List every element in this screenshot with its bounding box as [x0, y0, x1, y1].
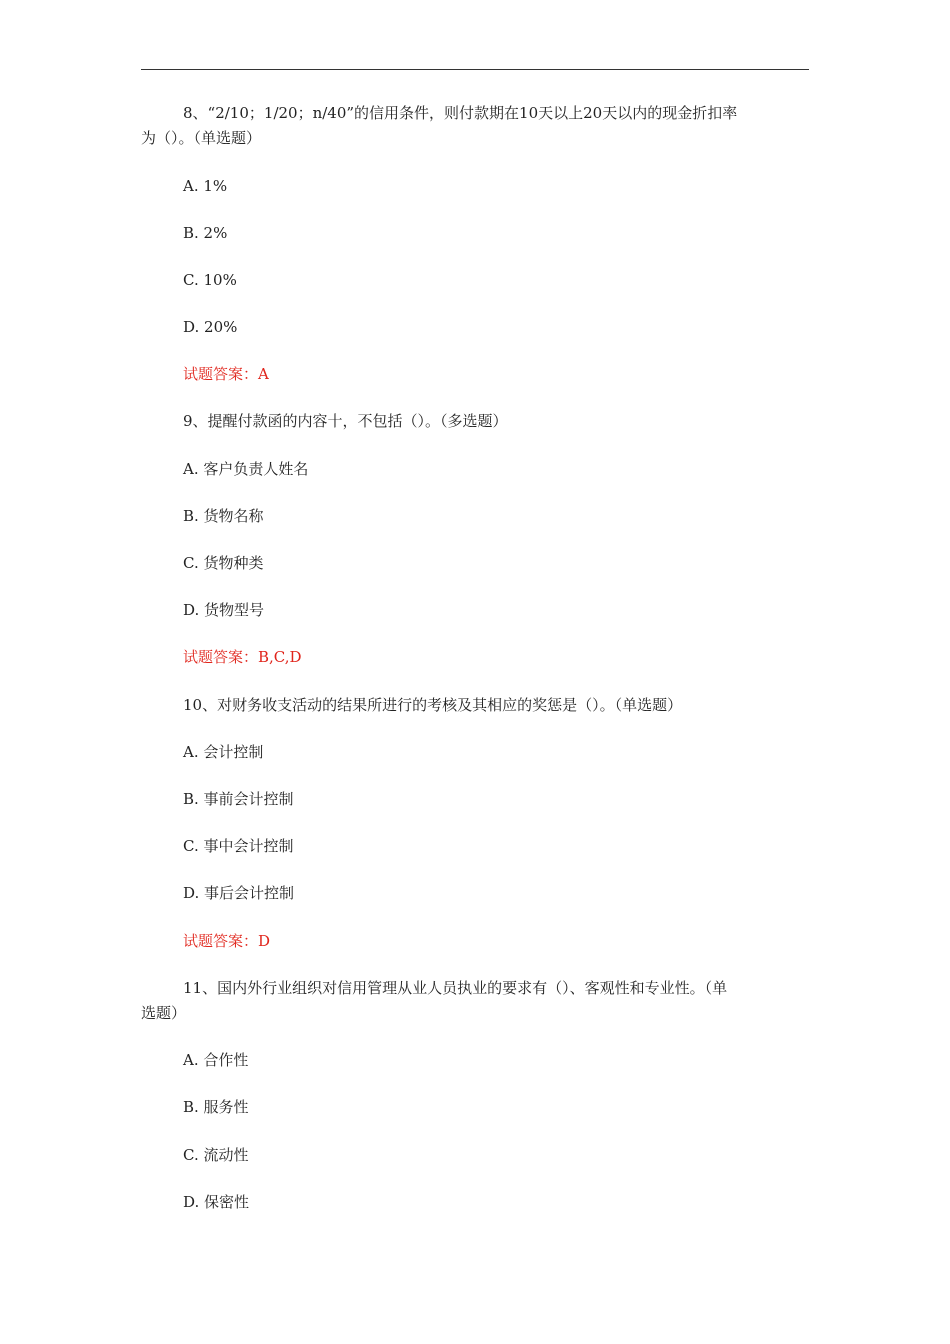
- question-10-option-b: B. 事前会计控制: [183, 790, 294, 808]
- question-8-stem-cont: 为（）。（单选题）: [141, 129, 262, 147]
- question-11-stem: 11、国内外行业组织对信用管理从业人员执业的要求有（）、客观性和专业性。（单: [183, 979, 728, 997]
- question-8-stem: 8、“2/10；1/20；n/40”的信用条件，则付款期在10天以上20天以内的现金折扣率: [183, 104, 738, 122]
- question-11-option-b: B. 服务性: [183, 1098, 249, 1116]
- question-11-stem-cont: 选题）: [141, 1004, 187, 1022]
- question-9-option-b: B. 货物名称: [183, 507, 264, 525]
- question-11-option-d: D. 保密性: [183, 1193, 250, 1211]
- question-10-option-d: D. 事后会计控制: [183, 884, 295, 902]
- question-11-option-c: C. 流动性: [183, 1146, 249, 1164]
- question-9-stem: 9、提醒付款函的内容十，不包括（）。（多选题）: [183, 412, 508, 430]
- header-rule: [141, 69, 809, 70]
- question-8-option-a: A. 1%: [183, 177, 228, 195]
- question-8-option-d: D. 20%: [183, 318, 238, 336]
- question-9-option-d: D. 货物型号: [183, 601, 265, 619]
- question-9-option-c: C. 货物种类: [183, 554, 264, 572]
- question-9-option-a: A. 客户负责人姓名: [183, 460, 309, 478]
- question-10-option-a: A. 会计控制: [183, 743, 264, 761]
- question-10-option-c: C. 事中会计控制: [183, 837, 294, 855]
- question-8-option-b: B. 2%: [183, 224, 228, 242]
- question-9-answer: 试题答案：B,C,D: [183, 648, 302, 666]
- question-8-option-c: C. 10%: [183, 271, 237, 289]
- question-11-option-a: A. 合作性: [183, 1051, 249, 1069]
- question-8-answer: 试题答案：A: [183, 365, 269, 383]
- question-10-answer: 试题答案：D: [183, 932, 271, 950]
- question-10-stem: 10、对财务收支活动的结果所进行的考核及其相应的奖惩是（）。（单选题）: [183, 696, 683, 714]
